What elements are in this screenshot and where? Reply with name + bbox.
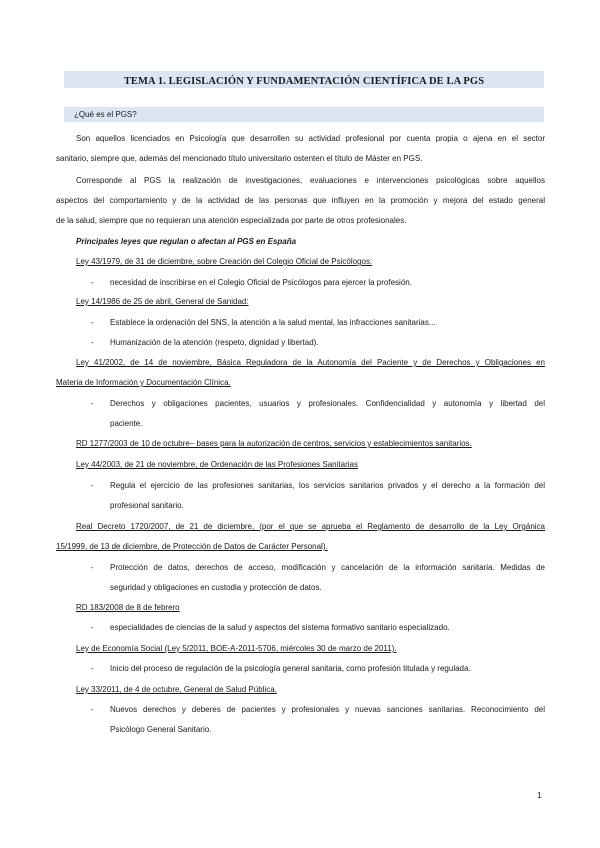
law-6-bullet-line-1: Protección de datos, derechos de acceso, modificación y cancelación de la información sanitaria. Medidas de [110,563,545,572]
law-3-bullet-line-1: Derechos y obligaciones pacientes, usuarios y profesionales. Confidencialidad y autonomía y libertad del [110,399,545,408]
law-7-title: RD 183/2008 de 8 de febrero [76,603,180,612]
intro-line-4: aspectos del comportamiento y de la actividad de las personas que influyen en la promoción y mejora del estado general [56,196,545,205]
intro-line-5: de la salud, siempre que no requieran una atención especializada por parte de otros profesionales. [56,216,407,225]
page-title: TEMA 1. LEGISLACIÓN Y FUNDAMENTACIÓN CIENTÍFICA DE LA PGS [123,76,485,87]
law-9-bullet-line-2: Psicólogo General Sanitario. [110,725,212,734]
law-2-bullet-1: Establece la ordenación del SNS, la atención a la salud mental, las infracciones sanitarias... [110,318,436,327]
intro-line-3: Corresponde al PGS la realización de investigaciones, evaluaciones e intervenciones psicológicas sobre aquellos [76,176,545,185]
law-3-title-line-1: Ley 41/2002, de 14 de noviembre, Básica Reguladora de la Autonomía del Paciente y de Derechos y Obligaciones en [76,358,545,367]
law-3-title-line-2: Materia de Información y Documentación Clínica. [56,378,231,387]
law-6-bullet-line-2: seguridad y obligaciones en custodia y protección de datos. [110,583,322,592]
law-7-bullet: especialidades de ciencias de la salud y aspectos del sistema formativo sanitario especializado. [110,623,450,632]
bullet-dash: - [91,623,94,632]
bullet-dash: - [91,318,94,327]
laws-heading: Principales leyes que regulan o afectan al PGS en España [76,237,297,246]
law-6-title-line-1: Real Decreto 1720/2007, de 21 de diciembre, (por el que se aprueba el Reglamento de desarrollo de la Ley Orgánica [76,522,545,531]
law-9-bullet-line-1: Nuevos derechos y deberes de pacientes y profesionales y nuevas sanciones sanitarias. Reconocimiento del [110,705,545,714]
law-8-bullet: Inicio del proceso de regulación de la psicología general sanitaria, como profesión titulada y regulada. [110,664,471,673]
law-3-bullet-line-2: paciente. [110,419,143,428]
law-6-title-line-2: 15/1999, de 13 de diciembre, de Protección de Datos de Carácter Personal). [56,542,328,551]
bullet-dash: - [91,563,94,572]
bullet-dash: - [91,664,94,673]
bullet-dash: - [91,278,94,287]
law-5-bullet-line-2: profesional sanitario. [110,501,184,510]
law-5-title: Ley 44/2003, de 21 de noviembre, de Ordenación de las Profesiones Sanitarias [76,460,358,469]
intro-line-1: Son aquellos licenciados en Psicología que desarrollen su actividad profesional por cuenta propia o ajena en el sector [76,134,545,143]
law-8-title: Ley de Economía Social (Ley 5/2011, BOE-A-2011-5706, miércoles 30 de marzo de 2011). [76,644,397,653]
law-2-title: Ley 14/1986 de 25 de abril, General de Sanidad: [76,297,249,306]
bullet-dash: - [91,338,94,347]
section-question: ¿Qué es el PGS? [74,110,137,119]
law-5-bullet-line-1: Regula el ejercicio de las profesiones sanitarias, los servicios sanitarios privados y el derecho a la formación del [110,481,545,490]
bullet-dash: - [91,705,94,714]
law-9-title: Ley 33/2011, de 4 de octubre, General de Salud Pública. [76,685,277,694]
title-band [64,71,544,88]
bullet-dash: - [91,399,94,408]
intro-line-2: sanitario, siempre que, además del mencionado título universitario ostenten el título de Máster en PGS. [56,154,423,163]
law-2-bullet-2: Humanización de la atención (respeto, dignidad y libertad). [110,338,319,347]
law-4-title: RD 1277/2003 de 10 de octubre– bases para la autorización de centros, servicios y establecimientos sanitarios. [76,439,472,448]
law-1-title: Ley 43/1979, de 31 de diciembre, sobre Creación del Colegio Oficial de Psicólogos: [76,257,373,266]
question-band [64,107,544,122]
law-1-bullet: necesidad de inscribirse en el Colegio Oficial de Psicólogos para ejercer la profesión. [110,278,412,287]
bullet-dash: - [91,481,94,490]
page-number: 1 [537,790,542,800]
